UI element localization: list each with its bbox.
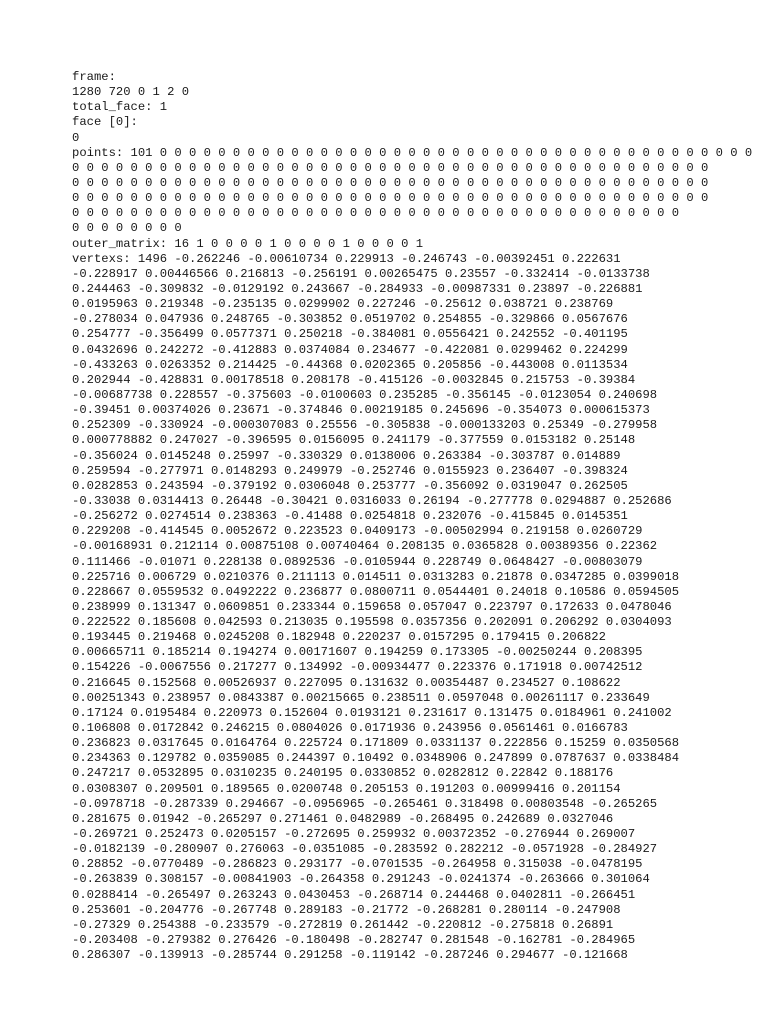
document-line: total_face: 1	[72, 100, 168, 115]
document-line: 0.28852 -0.0770489 -0.286823 0.293177 -0.0701535 -0.264958 0.315038 -0.0478195	[72, 857, 643, 872]
document-line: -0.33038 0.0314413 0.26448 -0.30421 0.0316033 0.26194 -0.277778 0.0294887 0.252686	[72, 493, 672, 508]
document-line: 0.238999 0.131347 0.0609851 0.233344 0.159658 0.057047 0.223797 0.172633 0.0478046	[72, 599, 672, 614]
document-line: 0.222522 0.185608 0.042593 0.213035 0.195598 0.0357356 0.202091 0.206292 0.0304093	[72, 615, 672, 630]
document-line: 0.259594 -0.277971 0.0148293 0.249979 -0.252746 0.0155923 0.236407 -0.398324	[72, 463, 628, 478]
document-line: 0.252309 -0.330924 -0.000307083 0.25556 -0.305838 -0.000133203 0.25349 -0.279958	[72, 418, 658, 433]
document-line: 0.281675 0.01942 -0.265297 0.271461 0.0482989 -0.268495 0.242689 0.0327046	[72, 811, 614, 826]
document-line: -0.256272 0.0274514 0.238363 -0.41488 0.0254818 0.232076 -0.415845 0.0145351	[72, 509, 628, 524]
document-line: frame:	[72, 70, 116, 84]
document-line: 0 0 0 0 0 0 0 0 0 0 0 0 0 0 0 0 0 0 0 0 0 0 0 0 0 0 0 0 0 0 0 0 0 0 0 0 0 0 0 0 0 0 0 0	[72, 175, 709, 190]
document-line: 0.0432696 0.242272 -0.412883 0.0374084 0.234677 -0.422081 0.0299462 0.224299	[72, 342, 628, 357]
document-line: 0.225716 0.006729 0.0210376 0.211113 0.014511 0.0313283 0.21878 0.0347285 0.0399018	[72, 569, 680, 584]
document-line: -0.278034 0.047936 0.248765 -0.303852 0.0519702 0.254855 -0.329866 0.0567676	[72, 312, 628, 327]
document-line: points: 101 0 0 0 0 0 0 0 0 0 0 0 0 0 0 0 0 0 0 0 0 0 0 0 0 0 0 0 0 0 0 0 0 0 0 0 0 0 0 0 0 0	[72, 145, 753, 160]
document-line: -0.203408 -0.279382 0.276426 -0.180498 -0.282747 0.281548 -0.162781 -0.284965	[72, 933, 636, 948]
document-line: 0.0288414 -0.265497 0.263243 0.0430453 -0.268714 0.244468 0.0402811 -0.266451	[72, 887, 636, 902]
document-line: -0.0978718 -0.287339 0.294667 -0.0956965 -0.265461 0.318498 0.00803548 -0.265265	[72, 796, 658, 811]
document-line: 0	[72, 130, 80, 145]
document-line: 0.000778882 0.247027 -0.396595 0.0156095 0.241179 -0.377559 0.0153182 0.25148	[72, 433, 636, 448]
document-line: -0.263839 0.308157 -0.00841903 -0.264358 0.291243 -0.0241374 -0.263666 0.301064	[72, 872, 650, 887]
document-line: 0.236823 0.0317645 0.0164764 0.225724 0.171809 0.0331137 0.222856 0.15259 0.0350568	[72, 736, 680, 751]
document-line: 0.0308307 0.209501 0.189565 0.0200748 0.205153 0.191203 0.00999416 0.201154	[72, 781, 621, 796]
document-line: 0.234363 0.129782 0.0359085 0.244397 0.10492 0.0348906 0.247899 0.0787637 0.0338484	[72, 751, 680, 766]
document-line: -0.00168931 0.212114 0.00875108 0.00740464 0.208135 0.0365828 0.00389356 0.22362	[72, 539, 658, 554]
document-line: 0.286307 -0.139913 -0.285744 0.291258 -0.119142 -0.287246 0.294677 -0.121668	[72, 948, 628, 963]
document-line: -0.269721 0.252473 0.0205157 -0.272695 0.259932 0.00372352 -0.276944 0.269007	[72, 827, 636, 842]
document-line: 0.00665711 0.185214 0.194274 0.00171607 0.194259 0.173305 -0.00250244 0.208395	[72, 645, 643, 660]
document-line: 0.216645 0.152568 0.00526937 0.227095 0.131632 0.00354487 0.234527 0.108622	[72, 675, 621, 690]
document-line: 1280 720 0 1 2 0	[72, 85, 190, 100]
document-line: 0.193445 0.219468 0.0245208 0.182948 0.220237 0.0157295 0.179415 0.206822	[72, 630, 606, 645]
document-line: -0.356024 0.0145248 0.25997 -0.330329 0.0138006 0.263384 -0.303787 0.014889	[72, 448, 621, 463]
document-line: 0 0 0 0 0 0 0 0	[72, 221, 182, 236]
document-line: outer_matrix: 16 1 0 0 0 0 1 0 0 0 0 1 0 0 0 0 1	[72, 236, 424, 251]
document-line: 0.244463 -0.309832 -0.0129192 0.243667 -0.284933 -0.00987331 0.23897 -0.226881	[72, 281, 643, 296]
document-line: 0.17124 0.0195484 0.220973 0.152604 0.0193121 0.231617 0.131475 0.0184961 0.241002	[72, 705, 672, 720]
document-line: 0.106808 0.0172842 0.246215 0.0804026 0.0171936 0.243956 0.0561461 0.0166783	[72, 721, 628, 736]
document-line: -0.228917 0.00446566 0.216813 -0.256191 0.00265475 0.23557 -0.332414 -0.0133738	[72, 266, 650, 281]
document-line: -0.39451 0.00374026 0.23671 -0.374846 0.00219185 0.245696 -0.354073 0.000615373	[72, 403, 650, 418]
document-line: 0.00251343 0.238957 0.0843387 0.00215665 0.238511 0.0597048 0.00261117 0.233649	[72, 690, 650, 705]
document-line: vertexs: 1496 -0.262246 -0.00610734 0.229913 -0.246743 -0.00392451 0.222631	[72, 251, 621, 266]
document-line: 0.247217 0.0532895 0.0310235 0.240195 0.0330852 0.0282812 0.22842 0.188176	[72, 766, 614, 781]
document-text	[72, 70, 753, 963]
document-line: 0.253601 -0.204776 -0.267748 0.289183 -0.21772 -0.268281 0.280114 -0.247908	[72, 902, 621, 917]
document-line: 0.202944 -0.428831 0.00178518 0.208178 -0.415126 -0.0032845 0.215753 -0.39384	[72, 372, 636, 387]
document-line: 0.0282853 0.243594 -0.379192 0.0306048 0.253777 -0.356092 0.0319047 0.262505	[72, 478, 628, 493]
document-line: -0.433263 0.0263352 0.214425 -0.44368 0.0202365 0.205856 -0.443008 0.0113534	[72, 357, 628, 372]
document-line: 0.254777 -0.356499 0.0577371 0.250218 -0.384081 0.0556421 0.242552 -0.401195	[72, 327, 628, 342]
document-line: 0 0 0 0 0 0 0 0 0 0 0 0 0 0 0 0 0 0 0 0 0 0 0 0 0 0 0 0 0 0 0 0 0 0 0 0 0 0 0 0 0 0 0 0	[72, 191, 709, 206]
document-line: -0.00687738 0.228557 -0.375603 -0.0100603 0.235285 -0.356145 -0.0123054 0.240698	[72, 387, 658, 402]
document-line: 0.228667 0.0559532 0.0492222 0.236877 0.0800711 0.0544401 0.24018 0.10586 0.0594505	[72, 584, 680, 599]
document-line: 0.111466 -0.01071 0.228138 0.0892536 -0.0105944 0.228749 0.0648427 -0.00803079	[72, 554, 643, 569]
document-line: -0.0182139 -0.280907 0.276063 -0.0351085 -0.283592 0.282212 -0.0571928 -0.284927	[72, 842, 658, 857]
document-line: 0 0 0 0 0 0 0 0 0 0 0 0 0 0 0 0 0 0 0 0 0 0 0 0 0 0 0 0 0 0 0 0 0 0 0 0 0 0 0 0 0 0	[72, 206, 680, 221]
document-line: 0.229208 -0.414545 0.0052672 0.223523 0.0409173 -0.00502994 0.219158 0.0260729	[72, 524, 643, 539]
document-line: face [0]:	[72, 115, 138, 130]
document-line: 0 0 0 0 0 0 0 0 0 0 0 0 0 0 0 0 0 0 0 0 0 0 0 0 0 0 0 0 0 0 0 0 0 0 0 0 0 0 0 0 0 0 0 0	[72, 160, 709, 175]
document-line: 0.154226 -0.0067556 0.217277 0.134992 -0.00934477 0.223376 0.171918 0.00742512	[72, 660, 643, 675]
document-line: 0.0195963 0.219348 -0.235135 0.0299902 0.227246 -0.25612 0.038721 0.238769	[72, 297, 614, 312]
document-line: -0.27329 0.254388 -0.233579 -0.272819 0.261442 -0.220812 -0.275818 0.26891	[72, 917, 614, 932]
